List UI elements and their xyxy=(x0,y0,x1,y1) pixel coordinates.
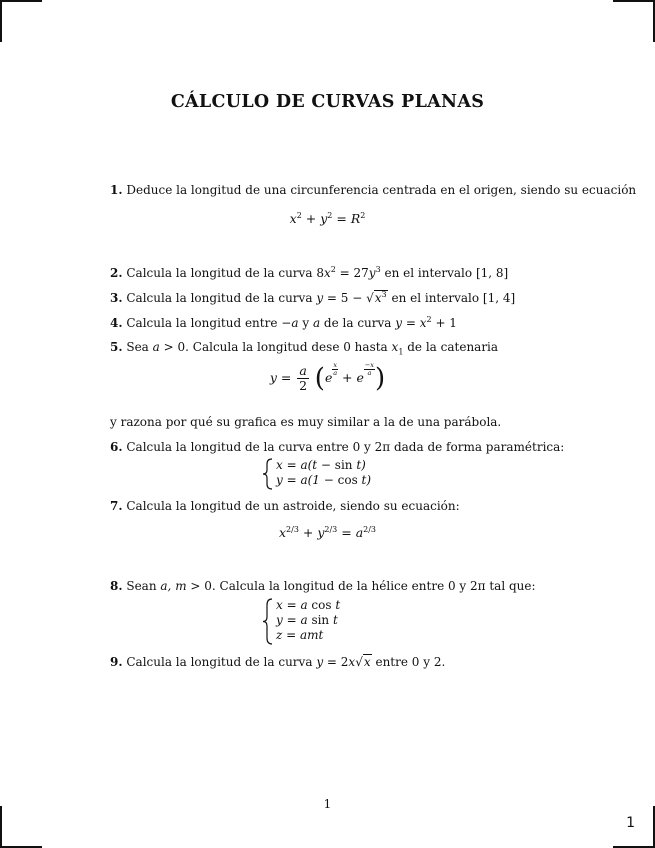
formula: −a xyxy=(281,316,299,330)
problem-text: Calcula la longitud de la curva entre 0 y 2π dada de forma paramétrica: xyxy=(126,440,565,454)
formula: a, m > 0 xyxy=(160,579,212,593)
problem-number: 7. xyxy=(110,499,123,513)
page-title: CÁLCULO DE CURVAS PLANAS xyxy=(170,92,485,112)
problem-number: 2. xyxy=(110,266,123,280)
equation-astroid: $x^{2/3} + y^{2/3} = a^{2/3}$ xyxy=(278,525,377,540)
problem-2 xyxy=(110,265,508,280)
equation-row: x = a cos t xyxy=(276,598,341,612)
equation-row: y = a(1 − cos t) xyxy=(276,473,372,487)
interval: [1, 8] xyxy=(475,266,509,280)
problem-number: 5. xyxy=(110,340,123,354)
formula: $x_1$ xyxy=(391,340,404,357)
corner-page-number: 1 xyxy=(626,815,635,831)
problem-text: de la curva xyxy=(323,316,392,330)
problem-text: entre 0 y 2. xyxy=(375,655,446,669)
equation-row: z = amt xyxy=(276,628,324,642)
problem-number: 3. xyxy=(110,291,123,305)
problem-text: en el intervalo xyxy=(391,291,480,305)
crop-mark-bottom-left-v xyxy=(0,806,2,848)
problem-text: de la catenaria xyxy=(407,340,499,354)
crop-mark-top-right-h xyxy=(613,0,655,2)
problem-number: 1. xyxy=(110,183,123,197)
crop-mark-top-left-h xyxy=(0,0,42,2)
left-brace-icon xyxy=(262,598,274,645)
problem-text: y xyxy=(302,316,310,330)
formula: $8x^2 = 27y^3$ xyxy=(316,265,381,280)
problem-text: Calcula la longitud de la curva xyxy=(126,655,313,669)
problem-text: en el intervalo xyxy=(384,266,473,280)
problem-text: Calcula la longitud de un astroide, siendo su ecuación: xyxy=(126,499,460,513)
equation-row: x = a(t − sin t) xyxy=(276,458,366,472)
left-brace-icon xyxy=(262,458,274,490)
problem-text: Calcula la longitud de la curva xyxy=(126,291,313,305)
problem-text: Sea xyxy=(126,340,149,354)
problem-text: . Calcula la longitud de la hélice entre 0 y 2π tal que: xyxy=(211,579,536,593)
problem-8 xyxy=(110,579,536,593)
problem-number: 8. xyxy=(110,579,123,593)
problem-4 xyxy=(110,315,457,330)
interval: [1, 4] xyxy=(482,291,516,305)
problem-text: Calcula la longitud de la curva xyxy=(126,266,313,280)
problem-3 xyxy=(110,290,515,305)
problem-5-continuation: y razona por qué su grafica es muy similar a la de una parábola. xyxy=(110,415,502,429)
formula: a xyxy=(312,316,321,330)
problem-text: . Calcula la longitud dese 0 hasta xyxy=(185,340,388,354)
page-number: 1 xyxy=(323,797,332,811)
formula: y = 2x√x xyxy=(316,655,371,669)
problem-text: Calcula la longitud entre xyxy=(126,316,278,330)
problem-text: Sean xyxy=(126,579,157,593)
formula: $y = 5 - √x^3$ xyxy=(316,290,387,305)
problem-text: Deduce la longitud de una circunferencia centrada en el origen, siendo su ecuación xyxy=(126,183,637,197)
problem-6 xyxy=(110,440,564,454)
formula: a > 0 xyxy=(152,340,186,354)
crop-mark-top-left-v xyxy=(0,0,2,42)
equation-circle: $x^2 + y^2 = R^2$ xyxy=(289,211,366,226)
problem-number: 4. xyxy=(110,316,123,330)
problem-7 xyxy=(110,499,460,513)
equation-row: y = a sin t xyxy=(276,613,338,627)
problem-9 xyxy=(110,655,445,669)
problem-5 xyxy=(110,340,498,356)
problem-number: 9. xyxy=(110,655,123,669)
formula: $y = x^2 + 1$ xyxy=(395,315,457,330)
problem-number: 6. xyxy=(110,440,123,454)
equation-catenary: y = $\frac{a}{2}$ (e $\frac{x}{a} + e$ $\frac{-x}{a}$) xyxy=(269,361,386,394)
problem-1 xyxy=(110,183,636,197)
